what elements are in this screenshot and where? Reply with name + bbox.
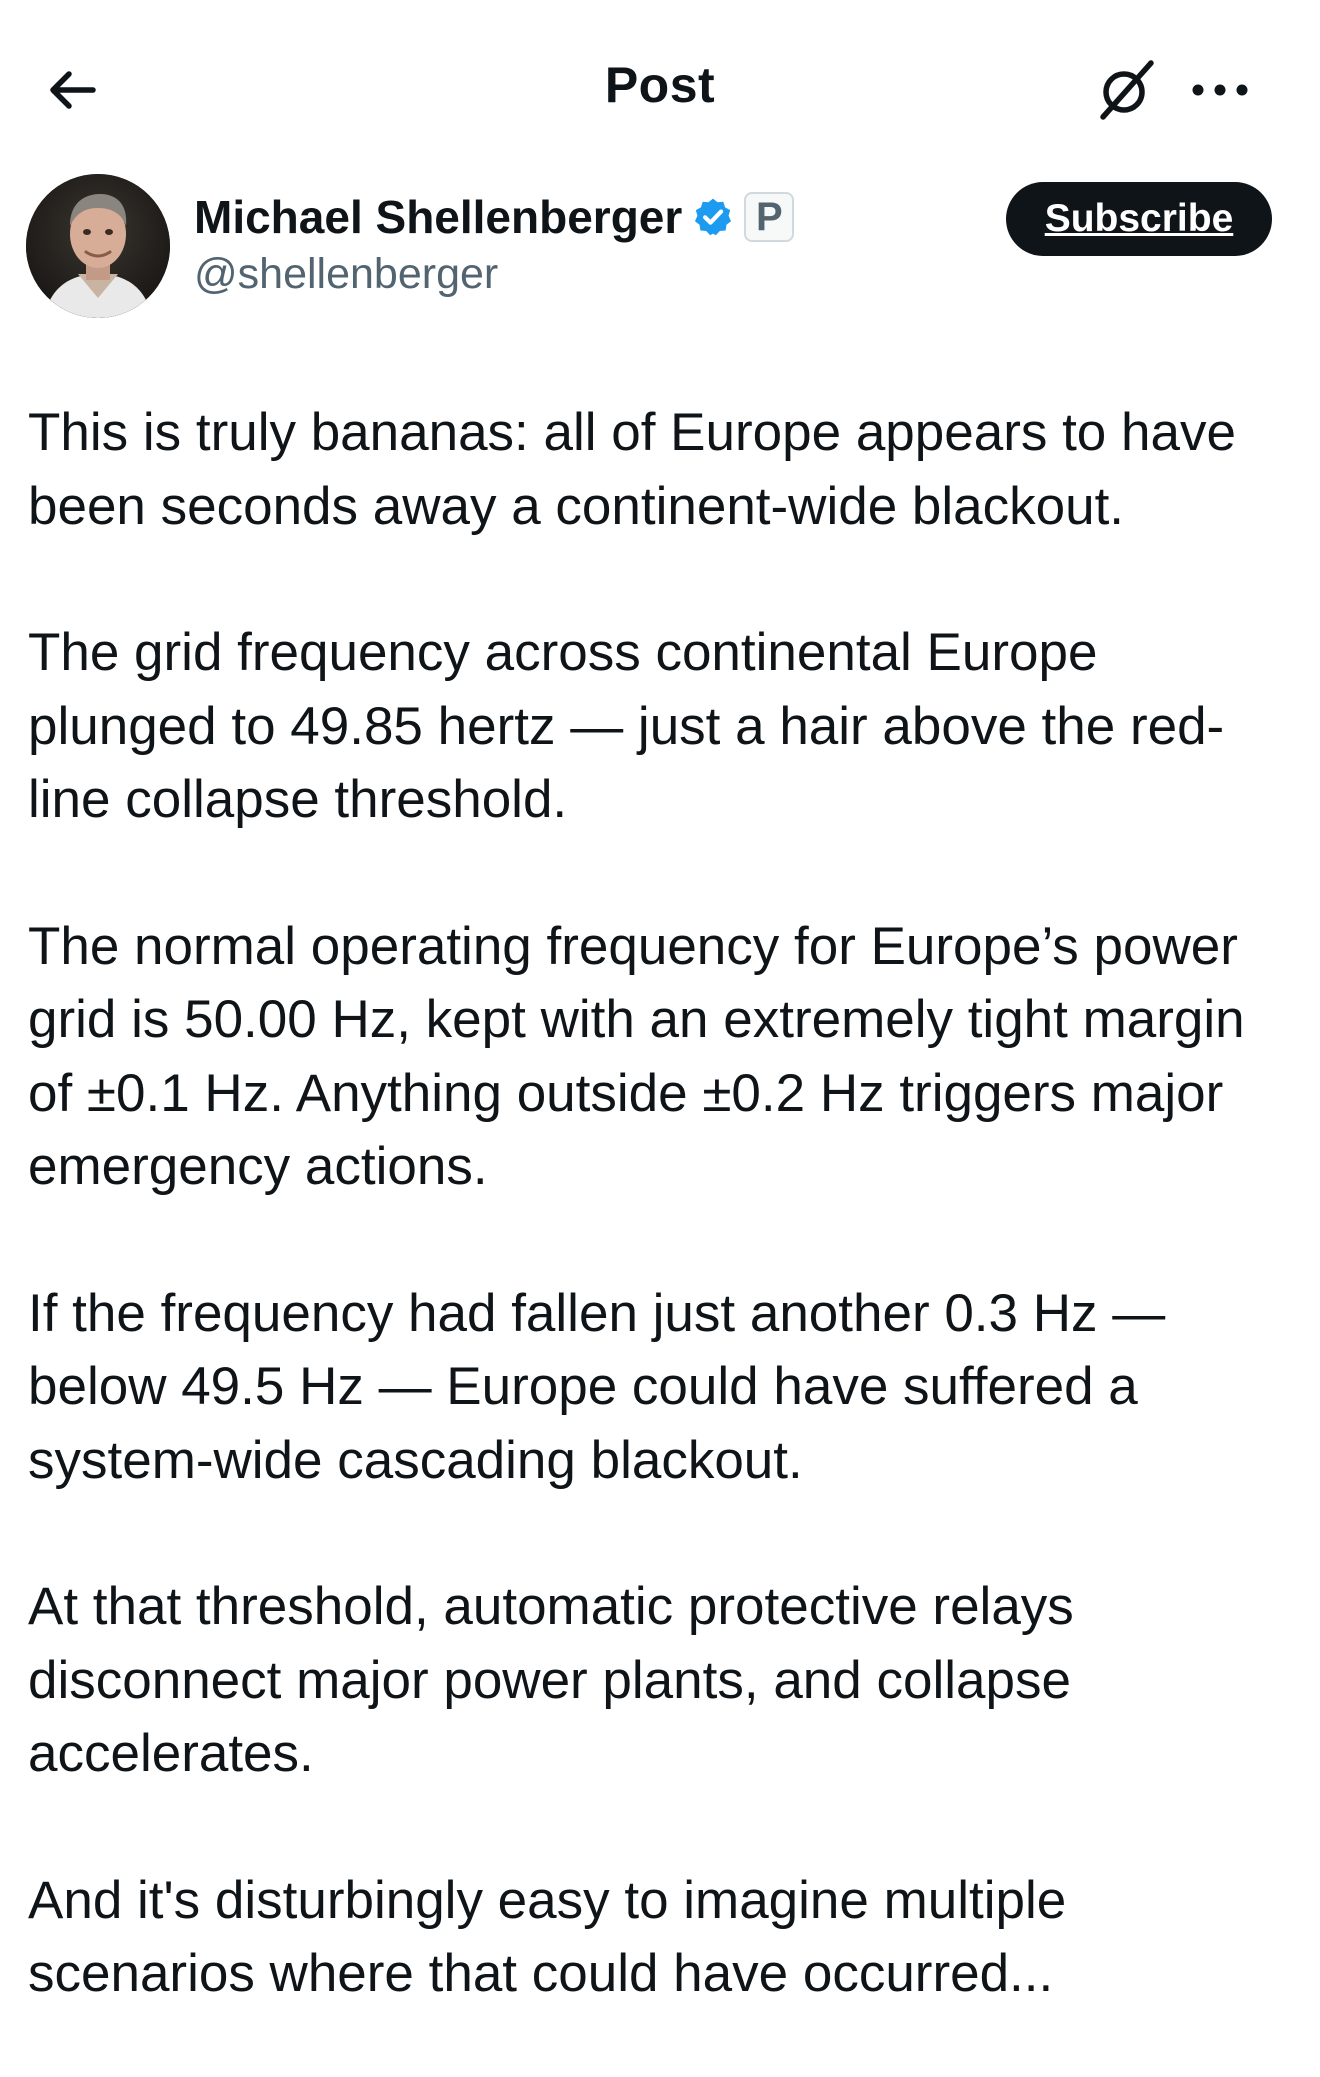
post-paragraph: And it's disturbingly easy to imagine multiple scenarios where that could have occurred...	[28, 1870, 1067, 2003]
grok-slash-icon	[1093, 57, 1159, 123]
post-text	[28, 396, 1298, 2011]
verified-badge-icon[interactable]	[692, 196, 734, 238]
premium-badge[interactable]: P	[744, 192, 794, 242]
author-name-row	[194, 190, 794, 244]
post-paragraph: The grid frequency across continental Europe plunged to 49.85 hertz — just a hair above the red-line collapse threshold.	[28, 623, 1225, 829]
display-name[interactable]: Michael Shellenberger	[194, 191, 683, 243]
author-handle[interactable]: @shellenberger	[194, 250, 499, 298]
page-title: Post	[604, 57, 716, 113]
more-horizontal-icon	[1190, 83, 1250, 97]
more-options-button[interactable]	[1180, 58, 1260, 122]
post-paragraph: The normal operating frequency for Europe’s power grid is 50.00 Hz, kept with an extremely tight margin of ±0.1 Hz. Anything outside ±0.2 Hz triggers major emergency actions.	[28, 916, 1245, 1196]
avatar-photo	[26, 174, 170, 318]
author-header	[0, 170, 1320, 330]
post-paragraph: If the frequency had fallen just another 0.3 Hz — below 49.5 Hz — Europe could have suffered a system-wide cascading blackout.	[28, 1283, 1166, 1490]
top-bar	[0, 0, 1320, 180]
grok-button[interactable]	[1088, 52, 1164, 128]
subscribe-button[interactable]: Subscribe	[1006, 182, 1272, 256]
avatar[interactable]	[26, 174, 170, 318]
post-paragraph: At that threshold, automatic protective relays disconnect major power plants, and collapse accelerates.	[28, 1577, 1074, 1783]
post-paragraph: This is truly bananas: all of Europe appears to have been seconds away a continent-wide blackout.	[28, 403, 1236, 536]
